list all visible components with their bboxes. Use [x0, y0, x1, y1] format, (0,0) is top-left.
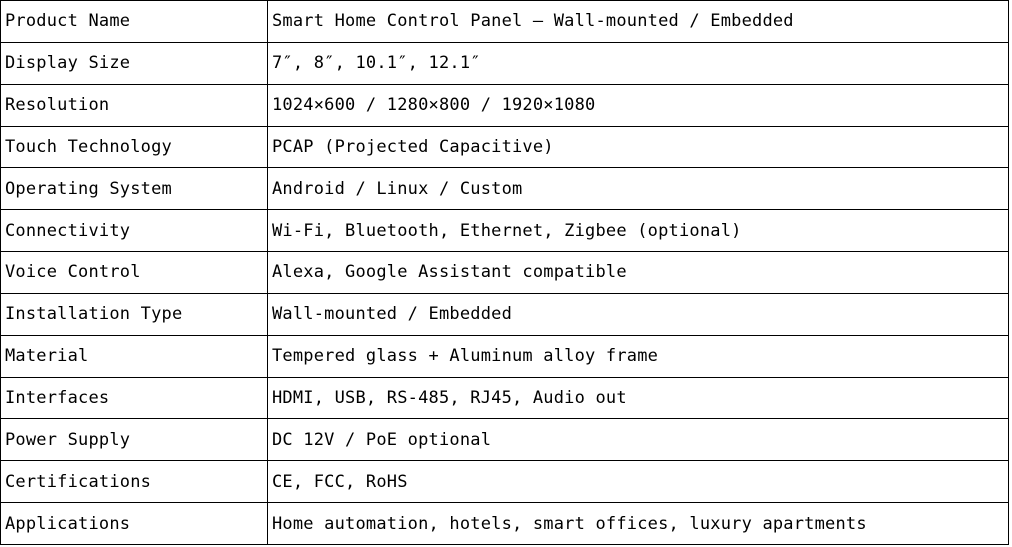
table-row: [1, 419, 1009, 461]
table-row: [1, 84, 1009, 126]
table-row: [1, 126, 1009, 168]
row-value: DC 12V / PoE optional: [268, 419, 1009, 461]
row-label: Touch Technology: [1, 126, 268, 168]
row-value: 7″, 8″, 10.1″, 12.1″: [268, 42, 1009, 84]
table-row: [1, 168, 1009, 210]
table-row: [1, 210, 1009, 252]
row-value: Home automation, hotels, smart offices, luxury apartments: [268, 503, 1009, 545]
row-value: Alexa, Google Assistant compatible: [268, 252, 1009, 294]
table-row: [1, 461, 1009, 503]
row-value: Android / Linux / Custom: [268, 168, 1009, 210]
table-row: [1, 293, 1009, 335]
row-value: Wi-Fi, Bluetooth, Ethernet, Zigbee (optional): [268, 210, 1009, 252]
table-row: [1, 1, 1009, 43]
table-row: [1, 42, 1009, 84]
row-label: Voice Control: [1, 252, 268, 294]
row-label: Operating System: [1, 168, 268, 210]
row-value: 1024×600 / 1280×800 / 1920×1080: [268, 84, 1009, 126]
table-row: [1, 377, 1009, 419]
table-row: [1, 335, 1009, 377]
row-value: Tempered glass + Aluminum alloy frame: [268, 335, 1009, 377]
row-value: PCAP (Projected Capacitive): [268, 126, 1009, 168]
row-label: Connectivity: [1, 210, 268, 252]
row-label: Installation Type: [1, 293, 268, 335]
row-value: Smart Home Control Panel – Wall-mounted / Embedded: [268, 1, 1009, 43]
row-value: CE, FCC, RoHS: [268, 461, 1009, 503]
row-label: Interfaces: [1, 377, 268, 419]
row-label: Product Name: [1, 1, 268, 43]
row-label: Power Supply: [1, 419, 268, 461]
row-value: Wall-mounted / Embedded: [268, 293, 1009, 335]
row-label: Display Size: [1, 42, 268, 84]
spec-table-body: [1, 1, 1009, 545]
row-label: Material: [1, 335, 268, 377]
row-label: Applications: [1, 503, 268, 545]
row-label: Certifications: [1, 461, 268, 503]
table-row: [1, 252, 1009, 294]
table-row: [1, 503, 1009, 545]
row-label: Resolution: [1, 84, 268, 126]
row-value: HDMI, USB, RS-485, RJ45, Audio out: [268, 377, 1009, 419]
